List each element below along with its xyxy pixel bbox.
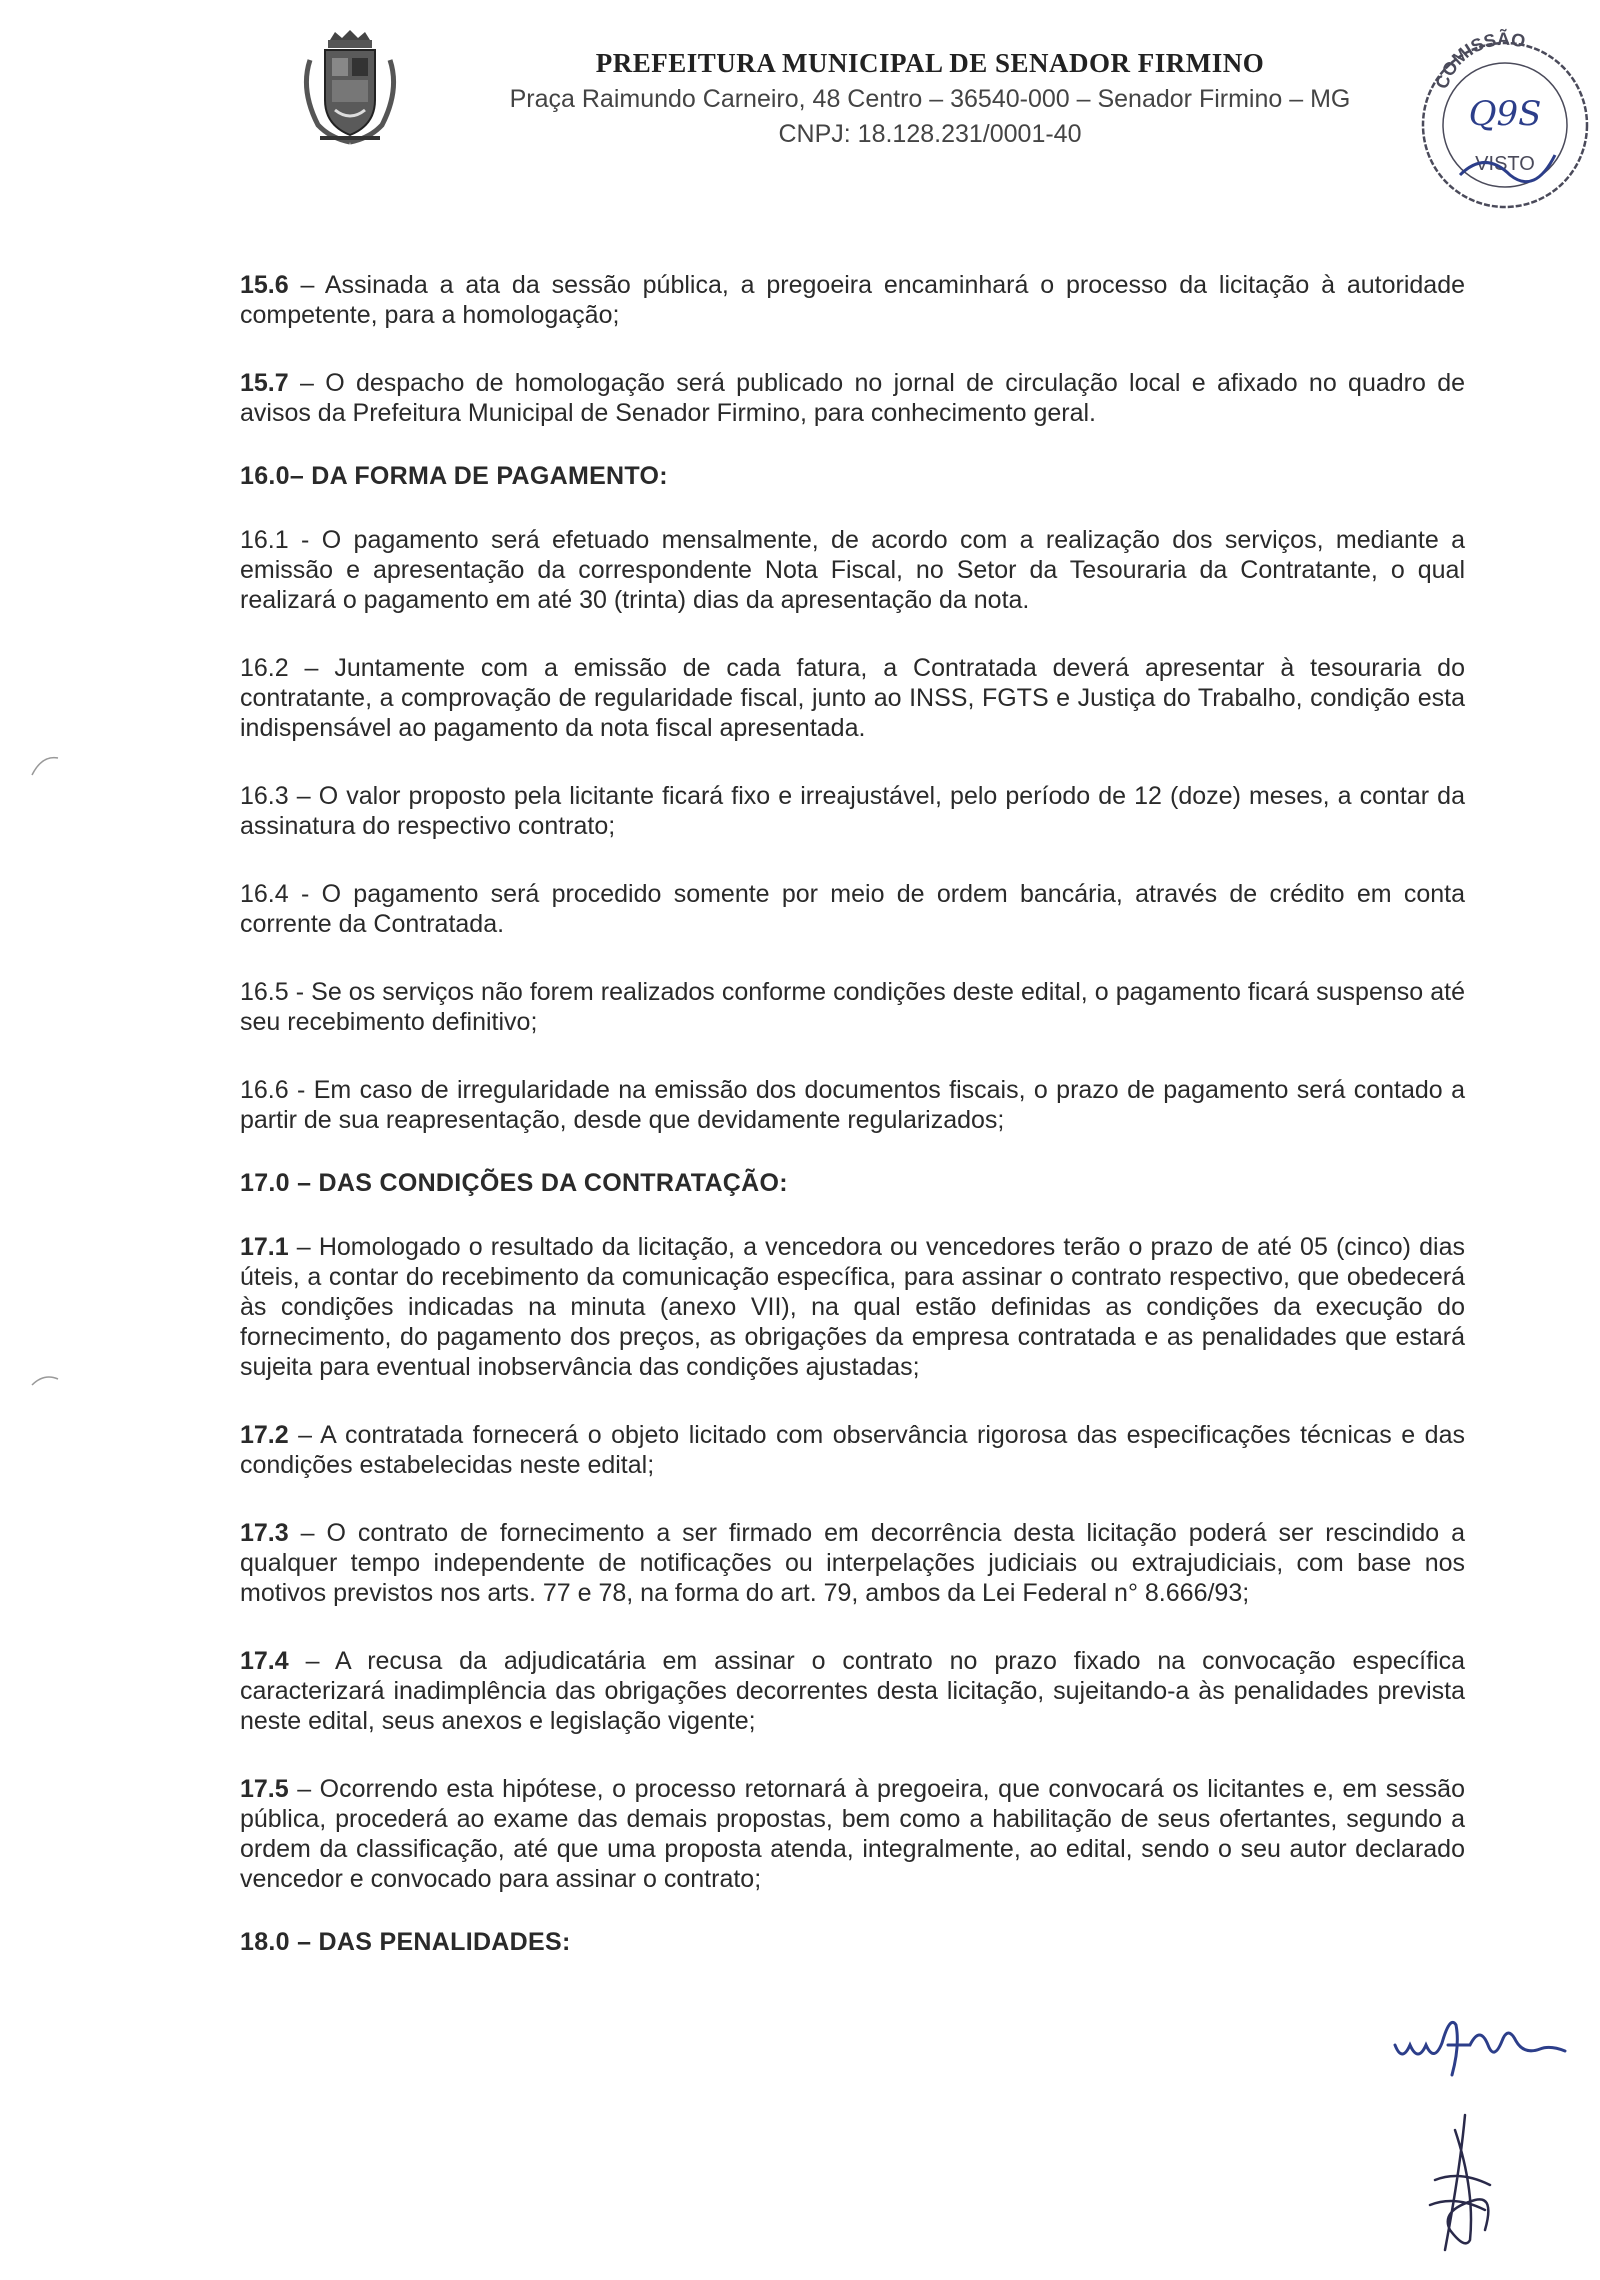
paragraph-number: 17.4 [240, 1647, 289, 1675]
paragraph-number: 17.3 [240, 1519, 289, 1547]
paragraph-text: – A recusa da adjudicatária em assinar o contrato no prazo fixado na convocação específica caracterizará inadimplência das obrigações decorrentes desta licitação, sujeitando-a às penalidades prevista neste edital, seus anexos e legislação vigente; [240, 1647, 1465, 1735]
letterhead [440, 48, 1420, 149]
paragraph-17-5 [240, 1774, 1465, 1894]
letterhead-cnpj: CNPJ: 18.128.231/0001-40 [778, 120, 1082, 148]
paragraph-16-5 [240, 977, 1465, 1037]
document-body [240, 270, 1465, 1991]
paragraph-16-2 [240, 653, 1465, 743]
stamp-visto-text: VISTO [1475, 153, 1535, 175]
paragraph-16-6 [240, 1075, 1465, 1135]
paragraph-16-4 [240, 879, 1465, 939]
paragraph-15-7 [240, 368, 1465, 428]
section-heading-16: 16.0– DA FORMA DE PAGAMENTO: [240, 462, 668, 490]
paragraph-number: 17.5 [240, 1775, 289, 1803]
scan-mark [30, 1365, 60, 1395]
paragraph-17-1 [240, 1232, 1465, 1382]
paragraph-text: - O pagamento será procedido somente por meio de ordem bancária, através de crédito em conta corrente da Contratada. [240, 880, 1465, 938]
stamp-handwritten-mark: Q9S [1468, 94, 1542, 134]
paragraph-16-1 [240, 525, 1465, 615]
paragraph-text: – O despacho de homologação será publicado no jornal de circulação local e afixado no quadro de avisos da Prefeitura Municipal de Senador Firmino, para conhecimento geral. [240, 369, 1465, 427]
paragraph-text: – Juntamente com a emissão de cada fatura, a Contratada deverá apresentar à tesouraria do contratante, a comprovação de regularidade fiscal, junto ao INSS, FGTS e Justiça do Trabalho, condição esta indispensável ao pagamento da nota fiscal apresentada. [240, 654, 1465, 742]
rubric-initials [1390, 2005, 1570, 2085]
paragraph-number: 17.2 [240, 1421, 289, 1449]
section-heading-17: 17.0 – DAS CONDIÇÕES DA CONTRATAÇÃO: [240, 1169, 788, 1197]
commission-stamp [1405, 25, 1595, 225]
signature [1415, 2110, 1505, 2260]
paragraph-number: 16.5 [240, 978, 289, 1006]
paragraph-17-3 [240, 1518, 1465, 1608]
section-heading-18: 18.0 – DAS PENALIDADES: [240, 1928, 571, 1956]
paragraph-text: – Ocorrendo esta hipótese, o processo retornará à pregoeira, que convocará os licitantes e, em sessão pública, procederá ao exame das demais propostas, bem como a habilitação de seus ofertantes, segundo a ordem da classificação, até que uma proposta atenda, integralmente, ao edital, sendo o seu autor declarado vencedor e convocado para assinar o contrato; [240, 1775, 1465, 1893]
paragraph-text: – O contrato de fornecimento a ser firmado em decorrência desta licitação poderá ser rescindido a qualquer tempo independente de notificações ou interpelações judiciais ou extrajudiciais, com base nos motivos previstos nos arts. 77 e 78, na forma do art. 79, ambos da Lei Federal n° 8.666/93; [240, 1519, 1465, 1607]
paragraph-text: - O pagamento será efetuado mensalmente, de acordo com a realização dos serviços, mediante a emissão e apresentação da correspondente Nota Fiscal, no Setor da Tesouraria da Contratante, o qual realizará o pagamento em até 30 (trinta) dias da apresentação da nota. [240, 526, 1465, 614]
paragraph-text: – Homologado o resultado da licitação, a vencedora ou vencedores terão o prazo de até 05 (cinco) dias úteis, a contar do recebimento da comunicação específica, para assinar o contrato respectivo, que obedecerá às condições indicadas na minuta (anexo VII), na qual estão definidas as condições da execução do fornecimento, do pagamento dos preços, as obrigações da empresa contratada e as penalidades que estará sujeita para eventual inobservância das condições ajustadas; [240, 1233, 1465, 1381]
paragraph-text: – A contratada fornecerá o objeto licitado com observância rigorosa das especificações técnicas e das condições estabelecidas neste edital; [240, 1421, 1465, 1479]
letterhead-title: PREFEITURA MUNICIPAL DE SENADOR FIRMINO [595, 48, 1265, 78]
paragraph-number: 17.1 [240, 1233, 289, 1261]
paragraph-text: - Se os serviços não forem realizados conforme condições deste edital, o pagamento ficará suspenso até seu recebimento definitivo; [240, 978, 1465, 1036]
paragraph-number: 16.2 [240, 654, 289, 682]
letterhead-address: Praça Raimundo Carneiro, 48 Centro – 36540-000 – Senador Firmino – MG [509, 85, 1351, 113]
paragraph-text: - Em caso de irregularidade na emissão dos documentos fiscais, o prazo de pagamento será contado a partir de sua reapresentação, desde que devidamente regularizados; [240, 1076, 1465, 1134]
paragraph-text: – O valor proposto pela licitante ficará fixo e irreajustável, pelo período de 12 (doze) meses, a contar da assinatura do respectivo contrato; [240, 782, 1465, 840]
paragraph-17-2 [240, 1420, 1465, 1480]
paragraph-16-3 [240, 781, 1465, 841]
paragraph-17-4 [240, 1646, 1465, 1736]
paragraph-text: – Assinada a ata da sessão pública, a pregoeira encaminhará o processo da licitação à autoridade competente, para a homologação; [240, 271, 1465, 329]
paragraph-number: 16.4 [240, 880, 289, 908]
paragraph-number: 16.1 [240, 526, 289, 554]
paragraph-15-6 [240, 270, 1465, 330]
svg-text:COMISSÃO [1432, 28, 1527, 92]
paragraph-number: 15.7 [240, 369, 289, 397]
paragraph-number: 16.3 [240, 782, 289, 810]
paragraph-number: 16.6 [240, 1076, 289, 1104]
municipal-crest-icon [300, 30, 400, 150]
stamp-top-text: COMISSÃO [1431, 28, 1527, 92]
paragraph-number: 15.6 [240, 271, 289, 299]
scan-mark [30, 750, 60, 780]
